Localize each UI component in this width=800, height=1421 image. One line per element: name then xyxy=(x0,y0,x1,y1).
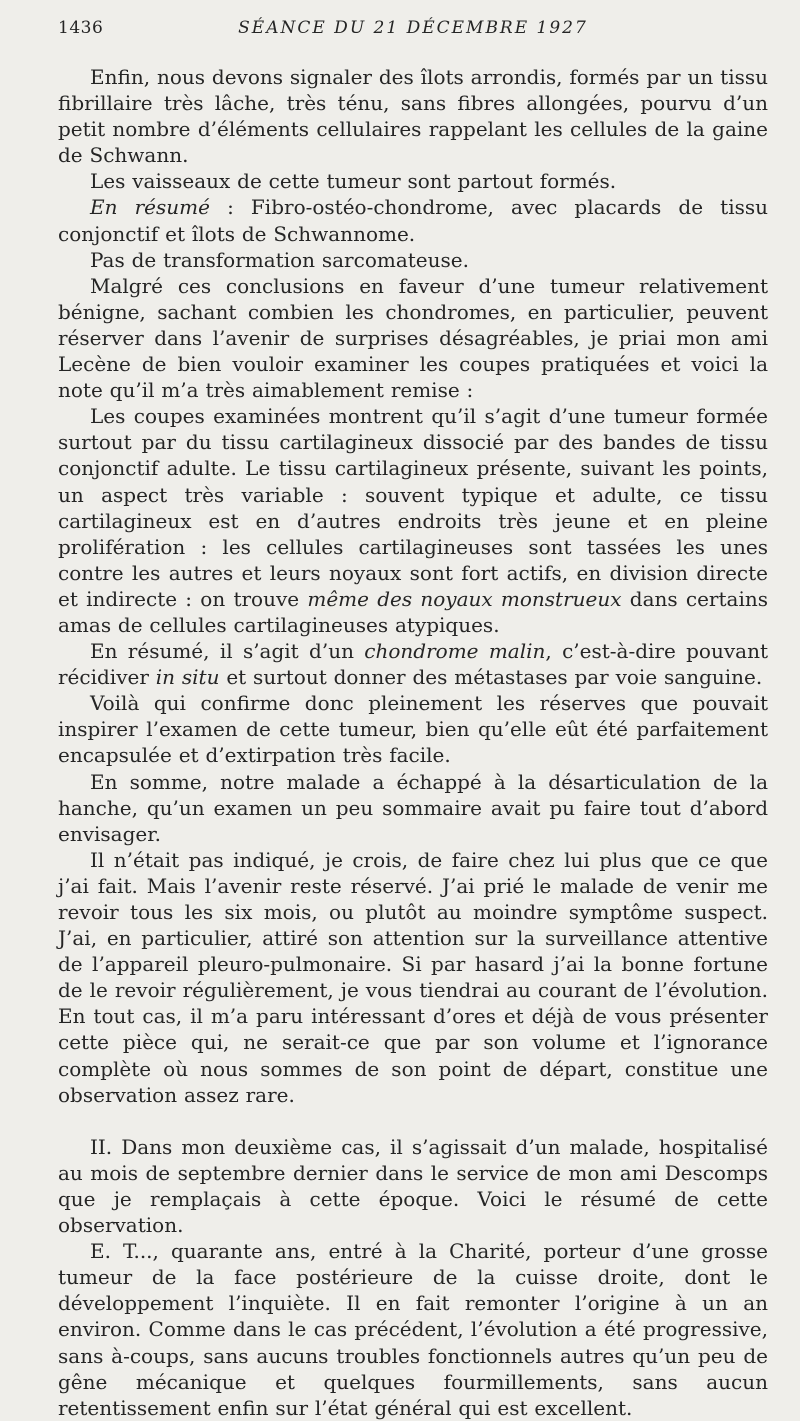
paragraph: E. T..., quarante ans, entré à la Charité, porteur d’une grosse tumeur de la face postérieure de la cuisse droite, dont le développement l’inquiète. Il en fait remonter l’origine à un an environ. Comme dans le cas précédent, l’évolution a été progressive, sans à-coups, sans aucuns troubles fonctionnels autres qu’un peu de gêne mécanique et quelques fourmillements, sans aucun retentissement enfin sur l’état général qui est excellent. xyxy=(58,1239,768,1420)
page-number: 1436 xyxy=(58,18,104,38)
paragraph: Enfin, nous devons signaler des îlots arrondis, formés par un tissu fibrillaire très lâche, très ténu, sans fibres allongées, pourvu d’un petit nombre d’éléments cellulaires rappelant les cellules de la gaine de Schwann. xyxy=(58,65,768,168)
paragraph: En somme, notre malade a échappé à la désarticulation de la hanche, qu’un examen un peu sommaire avait pu faire tout d’abord envisager. xyxy=(58,769,768,846)
paragraph: En résumé : Fibro-ostéo-chondrome, avec placards de tissu conjonctif et îlots de Schwannome. xyxy=(58,195,768,246)
paragraph: Les coupes examinées montrent qu’il s’agit d’une tumeur formée surtout par du tissu cartilagineux dissocié par des bandes de tissu conjonctif adulte. Le tissu cartilagineux présente, suivant les points, un aspect très variable : souvent typique et adulte, ce tissu cartilagineux est en d’autres endroits très jeune et en pleine prolifération : les cellules cartilagineuses sont tassées les unes contre les autres et leurs noyaux sont fort actifs, en division directe et indirecte : on trouve même des noyaux monstrueux dans certains amas de cellules cartilagineuses atypiques. xyxy=(58,404,768,637)
paragraph: Voilà qui confirme donc pleinement les réserves que pouvait inspirer l’examen de cette tumeur, bien qu’elle eût été parfaitement encapsulée et d’extirpation très facile. xyxy=(58,691,768,768)
paragraph: II. Dans mon deuxième cas, il s’agissait d’un malade, hospitalisé au mois de septembre dernier dans le service de mon ami Descomps que je remplaçais à cette époque. Voici le résumé de cette observation. xyxy=(58,1134,768,1238)
paragraph: Les vaisseaux de cette tumeur sont partout formés. xyxy=(90,169,617,194)
italic-phrase: même des noyaux monstrueux xyxy=(307,586,622,611)
paragraph: En résumé, il s’agit d’un chondrome malin, c’est-à-dire pouvant récidiver in situ et surtout donner des métastases par voie sanguine. xyxy=(58,639,768,690)
paragraph: Il n’était pas indiqué, je crois, de faire chez lui plus que ce que j’ai fait. Mais l’avenir reste réservé. J’ai prié le malade de venir me revoir tous les six mois, ou plutôt au moindre symptôme suspect. J’ai, en particulier, attiré son attention sur la surveillance attentive de l’appareil pleuro-pulmonaire. Si par hasard j’ai la bonne fortune de le revoir régulièrement, je vous tiendrai au courant de l’évolution. En tout cas, il m’a paru intéressant d’ores et déjà de vous présenter cette pièce qui, ne serait-ce que par son volume et l’ignorance complète où nous sommes de son point de départ, constitue une observation assez rare. xyxy=(58,847,768,1107)
paragraph: Malgré ces conclusions en faveur d’une tumeur relativement bénigne, sachant combien les chondromes, en particulier, peuvent réserver dans l’avenir de surprises désagréables, je priai mon ami Lecène de bien vouloir examiner les coupes pratiquées et voici la note qu’il m’a très aimablement remise : xyxy=(58,273,768,403)
page-header xyxy=(58,18,768,46)
body-text xyxy=(58,64,768,1421)
paragraph: Pas de transformation sarcomateuse. xyxy=(90,247,469,272)
italic-phrase: chondrome malin xyxy=(364,639,546,664)
italic-lead: En résumé xyxy=(90,195,210,220)
running-head: SÉANCE DU 21 DÉCEMBRE 1927 xyxy=(238,18,588,38)
italic-phrase: in situ xyxy=(155,665,220,690)
